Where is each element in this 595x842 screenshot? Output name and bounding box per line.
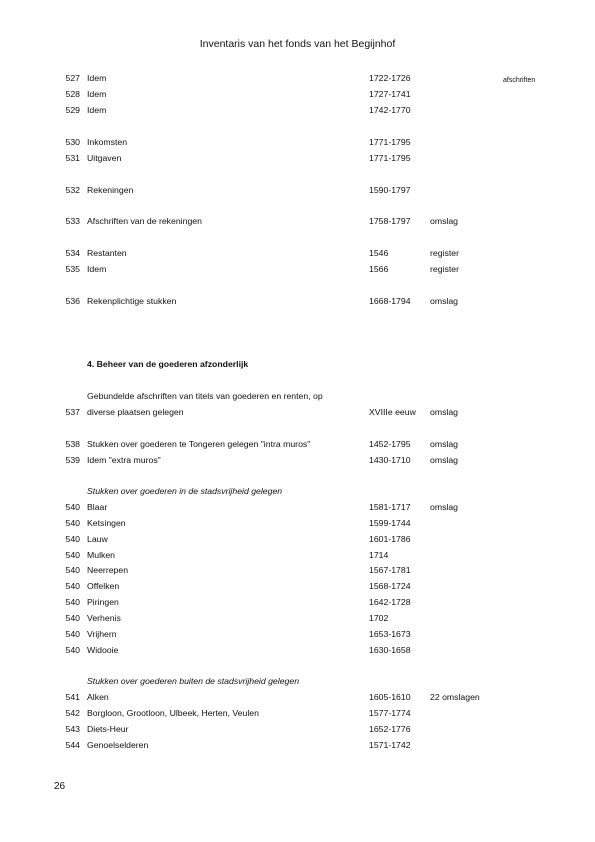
item-date: 1567-1781 <box>369 565 411 575</box>
item-number: 540 <box>65 502 80 512</box>
item-date: 1581-1717 <box>369 502 411 512</box>
page-number: 26 <box>54 781 66 792</box>
item-number: 543 <box>65 724 80 734</box>
item-date: XVIIIe eeuw <box>369 407 416 417</box>
item-description: Idem <box>87 73 107 83</box>
item-description: Genoelselderen <box>87 740 149 750</box>
item-description-line: Gebundelde afschriften van titels van goederen en renten, op <box>87 391 323 401</box>
item-date: 1430-1710 <box>369 455 411 465</box>
item-number: 528 <box>65 89 80 99</box>
item-description: Vrijhern <box>87 629 117 639</box>
item-number: 540 <box>65 581 80 591</box>
item-number: 536 <box>65 296 80 306</box>
item-date: 1566 <box>369 264 389 274</box>
item-number: 544 <box>65 740 80 750</box>
item-date: 1546 <box>369 248 389 258</box>
item-number: 540 <box>65 534 80 544</box>
item-description: Idem <box>87 105 107 115</box>
item-description: Blaar <box>87 502 108 512</box>
item-type: omslag <box>430 407 459 417</box>
page-title: Inventaris van het fonds van het Begijnhof <box>199 38 396 50</box>
item-description: Afschriften van de rekeningen <box>87 216 202 226</box>
item-description: Offelken <box>87 581 120 591</box>
item-date: 1702 <box>369 613 389 623</box>
item-date: 1590-1797 <box>369 185 411 195</box>
item-number: 540 <box>65 645 80 655</box>
item-date: 1758-1797 <box>369 216 411 226</box>
item-number: 533 <box>65 216 80 226</box>
item-number: 540 <box>65 597 80 607</box>
item-number: 540 <box>65 629 80 639</box>
item-description: Restanten <box>87 248 127 258</box>
item-description: Rekeningen <box>87 185 134 195</box>
item-date: 1568-1724 <box>369 581 411 591</box>
item-type: omslag <box>430 502 459 512</box>
item-description: Alken <box>87 692 109 702</box>
item-date: 1742-1770 <box>369 105 411 115</box>
item-description: Idem "extra muros" <box>87 455 161 465</box>
section-heading: 4. Beheer van de goederen afzonderlijk <box>87 359 249 369</box>
item-description: Borgloon, Grootloon, Ulbeek, Herten, Veulen <box>87 708 259 718</box>
item-description: Lauw <box>87 534 108 544</box>
item-date: 1599-1744 <box>369 518 411 528</box>
item-description: Stukken over goederen te Tongeren gelegen "intra muros" <box>87 439 311 449</box>
item-date: 1452-1795 <box>369 439 411 449</box>
item-description: Uitgaven <box>87 153 122 163</box>
item-number: 541 <box>65 692 80 702</box>
item-description: Verhenis <box>87 613 121 623</box>
item-type: register <box>430 248 459 258</box>
item-description: Piringen <box>87 597 119 607</box>
item-date: 1571-1742 <box>369 740 411 750</box>
item-type: 22 omslagen <box>430 692 480 702</box>
item-description: Ketsingen <box>87 518 126 528</box>
item-type: omslag <box>430 216 459 226</box>
item-number: 534 <box>65 248 80 258</box>
item-description: Diets-Heur <box>87 724 129 734</box>
item-number: 537 <box>65 407 80 417</box>
item-number: 540 <box>65 550 80 560</box>
item-description: Idem <box>87 264 107 274</box>
item-number: 538 <box>65 439 80 449</box>
item-description: Idem <box>87 89 107 99</box>
item-type: omslag <box>430 296 459 306</box>
item-type: omslag <box>430 439 459 449</box>
item-date: 1642-1728 <box>369 597 411 607</box>
item-number: 529 <box>65 105 80 115</box>
item-description: Rekenplichtige stukken <box>87 296 177 306</box>
item-date: 1577-1774 <box>369 708 411 718</box>
item-date: 1714 <box>369 550 389 560</box>
item-number: 535 <box>65 264 80 274</box>
subheading: Stukken over goederen buiten de stadsvrijheid gelegen <box>87 676 300 686</box>
item-date: 1630-1658 <box>369 645 411 655</box>
item-date: 1605-1610 <box>369 692 411 702</box>
item-date: 1601-1786 <box>369 534 411 544</box>
item-type: register <box>430 264 459 274</box>
item-number: 527 <box>65 73 80 83</box>
item-number: 542 <box>65 708 80 718</box>
item-number: 532 <box>65 185 80 195</box>
item-number: 540 <box>65 565 80 575</box>
item-description: Neerrepen <box>87 565 129 575</box>
item-description: Inkomsten <box>87 137 128 147</box>
item-date: 1652-1776 <box>369 724 411 734</box>
subheading: Stukken over goederen in de stadsvrijheid gelegen <box>87 486 283 496</box>
item-date: 1771-1795 <box>369 137 411 147</box>
item-description: diverse plaatsen gelegen <box>87 407 184 417</box>
item-number: 540 <box>65 518 80 528</box>
item-description: Widooie <box>87 645 119 655</box>
item-number: 531 <box>65 153 80 163</box>
item-type: omslag <box>430 455 459 465</box>
item-date: 1727-1741 <box>369 89 411 99</box>
item-number: 540 <box>65 613 80 623</box>
item-date: 1653-1673 <box>369 629 411 639</box>
item-date: 1771-1795 <box>369 153 411 163</box>
item-number: 530 <box>65 137 80 147</box>
item-description: Mulken <box>87 550 116 560</box>
item-number: 539 <box>65 455 80 465</box>
item-date: 1722-1726 <box>369 73 411 83</box>
item-date: 1668-1794 <box>369 296 411 306</box>
item-note: afschriften <box>503 77 536 84</box>
